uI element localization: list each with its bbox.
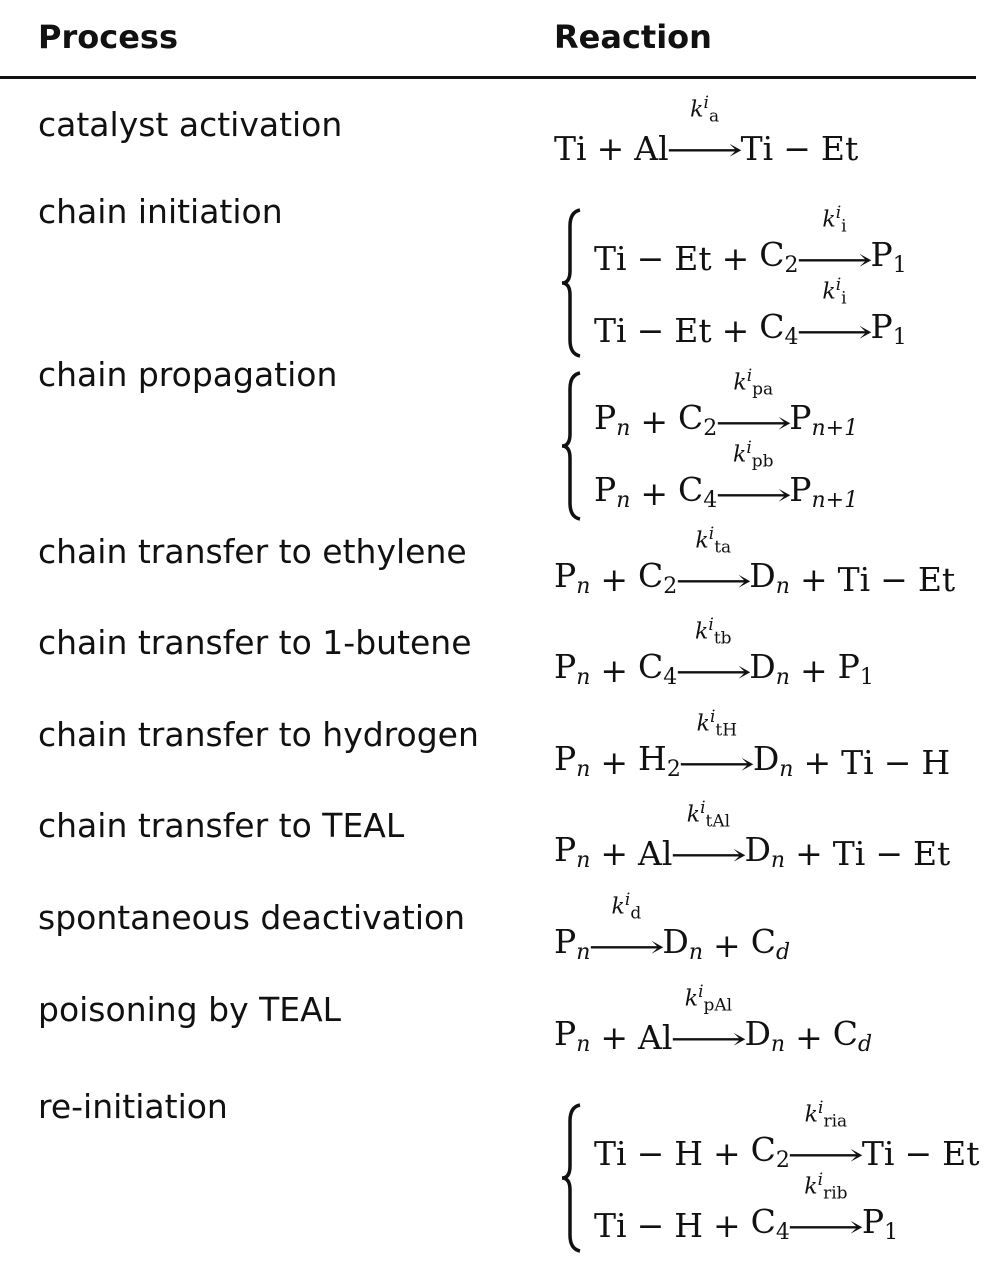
arrow-icon: ⟶ <box>795 243 874 278</box>
reaction-equation <box>554 524 956 599</box>
rate-superscript: i <box>817 1170 824 1190</box>
rate-constant: $k^i_{tb}$ <box>695 615 732 649</box>
species: H <box>674 1134 704 1173</box>
operator: + <box>640 402 669 441</box>
operator: + <box>600 560 629 599</box>
operator: − <box>875 834 903 873</box>
species <box>749 647 790 690</box>
operator: + <box>640 474 669 513</box>
species-symbol: P <box>861 1202 885 1241</box>
species-subscript: 4 <box>784 325 799 350</box>
reaction-table <box>0 79 998 1245</box>
operator: + <box>799 560 828 599</box>
species-subscript: n <box>576 665 591 690</box>
reaction <box>560 1098 980 1245</box>
table-row <box>0 79 998 166</box>
species <box>862 1202 898 1245</box>
species <box>833 1014 872 1057</box>
species: Et <box>674 239 712 278</box>
species-subscript: 1 <box>884 1220 899 1245</box>
arrow-icon: ⟶ <box>714 478 793 513</box>
operator: + <box>721 311 750 350</box>
rate-superscript: i <box>746 438 752 458</box>
operator: − <box>636 1206 665 1245</box>
table-row <box>0 506 998 597</box>
species <box>638 739 681 782</box>
process-name: chain transfer to 1-butene <box>38 623 472 662</box>
species <box>751 1202 790 1245</box>
reaction <box>560 366 859 513</box>
reaction-equation <box>594 438 859 513</box>
species-symbol: C <box>750 1130 776 1169</box>
species-subscript: 1 <box>859 665 874 690</box>
operator: + <box>795 834 823 873</box>
operator: − <box>636 239 665 278</box>
rate-subscript: ta <box>714 537 732 558</box>
reaction-arrow <box>795 203 874 278</box>
species-subscript: n <box>616 416 631 441</box>
species-symbol: C <box>750 922 776 961</box>
species <box>759 235 798 278</box>
rate-superscript: i <box>698 982 704 1002</box>
species: Ti <box>740 129 774 168</box>
arrow-icon: ⟶ <box>787 1210 865 1245</box>
rate-subscript: rib <box>823 1183 848 1204</box>
rate-constant: $k^i_d$ <box>611 890 642 924</box>
species <box>554 556 590 599</box>
species: Al <box>638 834 673 873</box>
arrow-icon: ⟶ <box>665 133 744 168</box>
arrow-icon: ⟶ <box>787 1138 865 1173</box>
species-subscript: d <box>775 940 791 965</box>
reaction <box>554 982 873 1057</box>
reaction-system <box>594 1098 980 1245</box>
operator: − <box>636 311 665 350</box>
species-symbol: P <box>554 647 577 686</box>
rate-constant: $k^i_{ria}$ <box>804 1098 848 1132</box>
species-symbol: P <box>554 922 577 961</box>
species-symbol: P <box>594 470 617 509</box>
species-symbol: D <box>749 556 776 595</box>
arrow-icon: ⟶ <box>714 406 793 441</box>
species <box>554 647 590 690</box>
operator: + <box>713 1134 741 1173</box>
reaction-equation <box>554 798 951 873</box>
process-name: catalyst activation <box>38 105 343 144</box>
species-subscript: n <box>576 1032 591 1057</box>
reaction-equation <box>554 615 874 690</box>
species <box>678 398 717 441</box>
species-symbol: P <box>594 398 617 437</box>
operator: + <box>721 239 750 278</box>
rate-subscript: i <box>841 288 847 309</box>
reaction-equation <box>594 366 859 441</box>
rate-superscript: i <box>818 1098 824 1118</box>
table-row <box>0 689 998 780</box>
reaction-arrow <box>714 366 793 441</box>
species <box>749 556 790 599</box>
species: Ti <box>554 129 587 168</box>
species-subscript: n <box>775 574 790 599</box>
species <box>554 922 590 965</box>
reaction-equation <box>594 203 907 278</box>
reaction-arrow <box>669 798 748 873</box>
process-name: re-initiation <box>38 1087 228 1126</box>
process-name: spontaneous deactivation <box>38 898 466 937</box>
operator: + <box>713 1206 741 1245</box>
rate-subscript: tb <box>713 628 732 649</box>
reaction-arrow <box>787 1098 865 1173</box>
species: Ti <box>594 1134 627 1173</box>
species-subscript: d <box>857 1032 873 1057</box>
species-symbol: P <box>554 739 577 778</box>
species-subscript: n <box>616 488 631 513</box>
operator: + <box>600 651 629 690</box>
species <box>744 830 785 873</box>
species-symbol: D <box>744 1014 771 1053</box>
reaction <box>554 524 956 599</box>
rate-subscript: ria <box>823 1111 848 1132</box>
species-subscript: n <box>688 940 704 965</box>
reaction-arrow <box>787 1170 865 1245</box>
species-symbol: H <box>638 739 667 778</box>
species-subscript: n+1 <box>811 488 859 513</box>
arrow-icon: ⟶ <box>674 564 753 599</box>
process-name: chain transfer to ethylene <box>38 532 467 571</box>
reaction-arrow <box>587 890 666 965</box>
species-symbol: P <box>837 647 860 686</box>
species-symbol: C <box>638 556 664 595</box>
species <box>789 398 858 441</box>
species: Et <box>674 311 712 350</box>
arrow-icon: ⟶ <box>678 747 756 782</box>
rate-superscript: i <box>708 615 714 635</box>
species-subscript: n <box>779 757 794 782</box>
reaction-system <box>594 366 859 513</box>
species-symbol: C <box>750 1202 776 1241</box>
reaction-equation <box>554 93 859 168</box>
species <box>594 398 630 441</box>
species-symbol: P <box>554 1014 577 1053</box>
rate-constant: $k^i_{pb}$ <box>733 438 774 472</box>
table-row <box>0 872 998 964</box>
rate-subscript: i <box>841 216 847 237</box>
species-symbol: C <box>759 307 785 346</box>
operator: − <box>904 1134 933 1173</box>
species <box>638 647 677 690</box>
species: Ti <box>594 311 627 350</box>
species: Ti <box>832 834 866 873</box>
operator: − <box>883 743 912 782</box>
rate-superscript: i <box>708 524 715 544</box>
reaction <box>554 615 874 690</box>
species-subscript: 4 <box>663 665 678 690</box>
species-symbol: P <box>789 470 812 509</box>
species: Et <box>917 560 956 599</box>
species <box>871 235 907 278</box>
rate-subscript: a <box>708 106 720 127</box>
operator: + <box>799 651 828 690</box>
species-subscript: 1 <box>892 253 907 278</box>
reaction <box>554 890 791 965</box>
species <box>753 739 794 782</box>
species: Ti <box>861 1134 895 1173</box>
rate-superscript: i <box>835 275 842 295</box>
species <box>751 1130 790 1173</box>
rate-subscript: pa <box>752 379 774 400</box>
table-header <box>0 14 976 79</box>
operator: + <box>803 743 832 782</box>
rate-superscript: i <box>700 798 706 818</box>
species-symbol: P <box>870 235 893 274</box>
species-subscript: n <box>576 757 591 782</box>
reaction-equation <box>554 982 873 1057</box>
operator: + <box>600 743 629 782</box>
operator: − <box>880 560 908 599</box>
species-symbol: P <box>789 398 812 437</box>
species-subscript: n <box>770 1032 786 1057</box>
rate-constant: $k^i_{ta}$ <box>695 524 732 558</box>
species: Al <box>638 1018 673 1057</box>
species: Et <box>820 129 859 168</box>
species: Ti <box>594 239 627 278</box>
species-symbol: P <box>554 556 577 595</box>
species-subscript: n <box>576 848 591 873</box>
reaction-arrow <box>674 615 753 690</box>
species-symbol: D <box>662 922 689 961</box>
species-subscript: 2 <box>784 253 799 278</box>
rate-superscript: i <box>703 93 709 113</box>
species <box>838 647 874 690</box>
process-name: chain transfer to TEAL <box>38 806 405 845</box>
reaction-equation <box>594 1098 980 1173</box>
species-subscript: 2 <box>703 416 718 441</box>
reaction <box>554 707 951 782</box>
species-symbol: D <box>744 830 771 869</box>
species <box>554 830 590 873</box>
species-symbol: D <box>752 739 780 778</box>
operator: − <box>783 129 811 168</box>
species-subscript: n+1 <box>811 416 859 441</box>
operator: + <box>713 926 741 965</box>
species-subscript: n <box>576 940 591 965</box>
species: H <box>674 1206 704 1245</box>
process-name: chain transfer to hydrogen <box>38 715 479 754</box>
reaction-arrow <box>678 707 756 782</box>
operator: + <box>600 834 629 873</box>
reaction-arrow <box>674 524 753 599</box>
rate-constant: $k^i_i$ <box>822 203 847 237</box>
rate-constant: $k^i_{pAl}$ <box>684 982 733 1016</box>
arrow-icon: ⟶ <box>587 930 666 965</box>
process-name: chain initiation <box>38 192 283 231</box>
operator: − <box>636 1134 665 1173</box>
species-subscript: n <box>576 574 591 599</box>
rate-subscript: tH <box>715 720 738 741</box>
header-process: Process <box>38 18 178 56</box>
species-symbol: P <box>870 307 893 346</box>
left-brace-icon <box>560 369 584 523</box>
species-subscript: 4 <box>775 1220 790 1245</box>
table-row <box>0 964 998 1061</box>
arrow-icon: ⟶ <box>674 655 753 690</box>
arrow-icon: ⟶ <box>669 838 748 873</box>
reaction-arrow <box>669 982 748 1057</box>
left-brace-icon <box>560 1101 584 1255</box>
operator: + <box>600 1018 629 1057</box>
rate-superscript: i <box>746 366 753 386</box>
species-subscript: 2 <box>663 574 678 599</box>
reaction-equation <box>594 1170 980 1245</box>
rate-constant: $k^i_i$ <box>822 275 847 309</box>
table-row <box>0 329 998 513</box>
species <box>744 1014 785 1057</box>
table-row <box>0 1061 998 1245</box>
rate-subscript: pAl <box>703 995 733 1016</box>
species-symbol: C <box>832 1014 858 1053</box>
species: Et <box>942 1134 980 1173</box>
reaction <box>554 93 859 168</box>
species-subscript: 1 <box>892 325 907 350</box>
species-subscript: 2 <box>775 1148 790 1173</box>
rate-constant: $k^i_{tAl}$ <box>686 798 731 832</box>
species-symbol: C <box>759 235 785 274</box>
rate-superscript: i <box>835 203 842 223</box>
header-reaction: Reaction <box>554 18 712 56</box>
reaction-arrow <box>665 93 744 168</box>
reaction <box>554 798 951 873</box>
species <box>751 922 790 965</box>
process-name: poisoning by TEAL <box>38 990 342 1029</box>
rate-constant: $k^i_a$ <box>690 93 720 127</box>
species: Et <box>912 834 951 873</box>
rate-constant: $k^i_{rib}$ <box>804 1170 848 1204</box>
species-subscript: 2 <box>666 757 681 782</box>
table-row <box>0 780 998 872</box>
table-row <box>0 597 998 689</box>
reaction-equation <box>554 890 791 965</box>
species <box>662 922 703 965</box>
species <box>638 556 677 599</box>
species <box>554 739 590 782</box>
species-symbol: C <box>678 470 704 509</box>
species-subscript: n <box>775 665 790 690</box>
species <box>554 1014 590 1057</box>
species-subscript: n <box>770 848 786 873</box>
rate-subscript: tAl <box>705 811 731 832</box>
operator: + <box>596 129 625 168</box>
species: Ti <box>594 1206 627 1245</box>
table-row <box>0 166 998 350</box>
species-symbol: P <box>554 830 577 869</box>
species: Ti <box>837 560 871 599</box>
rate-subscript: pb <box>751 451 774 472</box>
rate-subscript: d <box>630 903 642 924</box>
species: Al <box>634 129 669 168</box>
arrow-icon: ⟶ <box>669 1022 748 1057</box>
rate-superscript: i <box>709 707 716 727</box>
species-symbol: C <box>678 398 704 437</box>
process-name: chain propagation <box>38 355 338 394</box>
operator: + <box>795 1018 823 1057</box>
rate-superscript: i <box>624 890 631 910</box>
rate-constant: $k^i_{pa}$ <box>733 366 774 400</box>
species-symbol: D <box>749 647 776 686</box>
reaction-equation <box>554 707 951 782</box>
species: Ti <box>841 743 874 782</box>
arrow-icon: ⟶ <box>795 315 874 350</box>
species-subscript: 4 <box>703 488 718 513</box>
species: H <box>921 743 951 782</box>
rate-constant: $k^i_{tH}$ <box>696 707 738 741</box>
species-symbol: C <box>638 647 664 686</box>
